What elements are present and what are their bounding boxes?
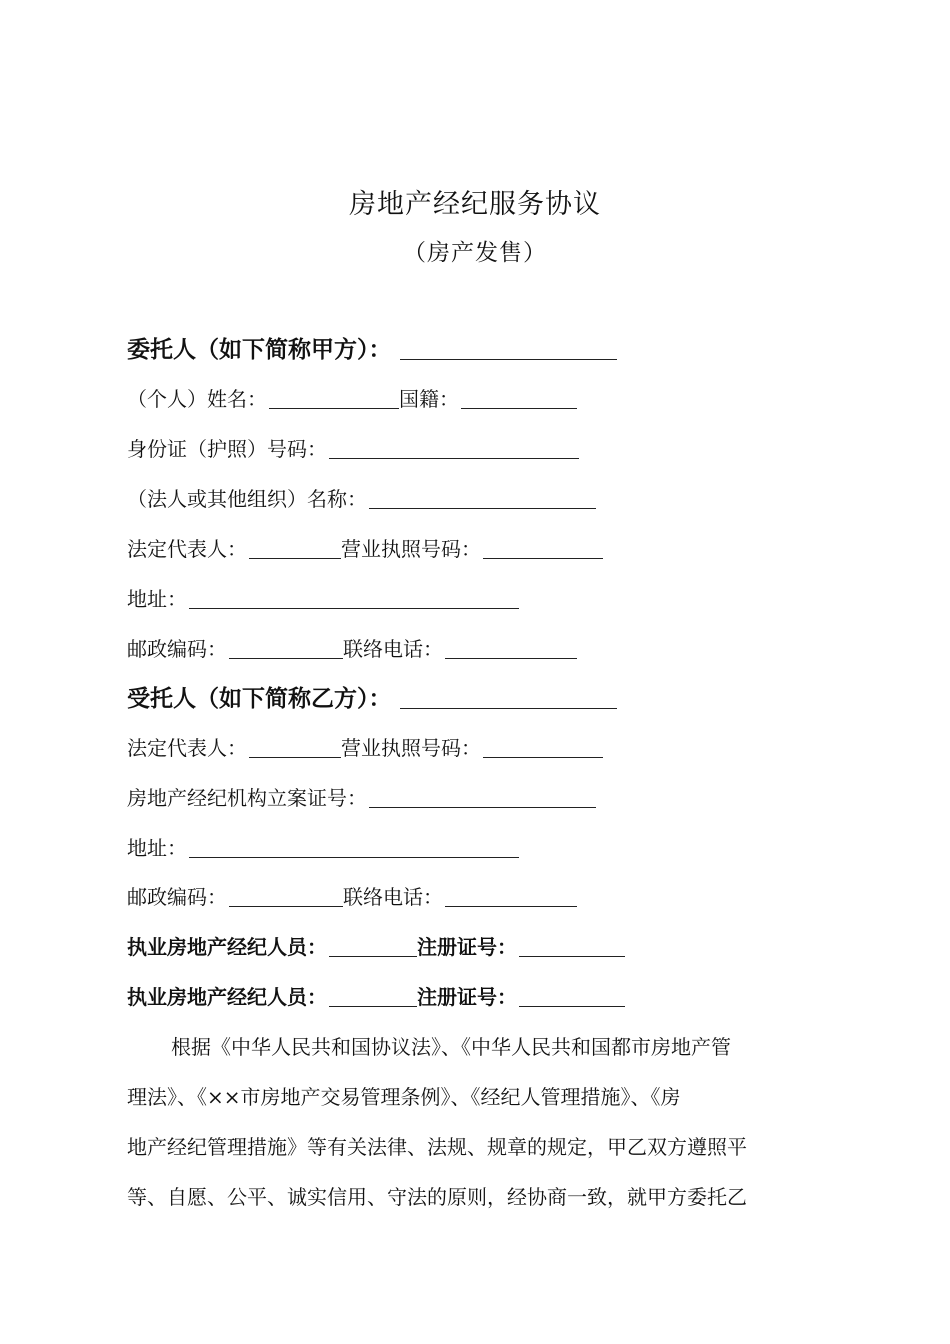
document-subtitle: （房产发售） [403,240,547,266]
name-blank[interactable] [269,407,399,409]
license-label: 营业执照号码： [341,736,481,760]
agent-blank[interactable] [329,1005,417,1007]
agent-label: 执业房地产经纪人员： [127,985,327,1009]
party-a-rep-row [127,533,603,565]
party-a-org-row [127,483,596,515]
org-label: （法人或其他组织）名称： [127,487,367,511]
record-blank[interactable] [369,806,596,808]
preamble-paragraph [127,1022,830,1222]
rep-blank[interactable] [249,756,341,758]
reg-label: 注册证号： [417,985,517,1009]
id-label: 身份证（护照）号码： [127,437,327,461]
nationality-blank[interactable] [461,407,577,409]
party-a-name-row [127,383,577,415]
phone-blank[interactable] [445,905,577,907]
address-label: 地址： [127,836,187,860]
party-a-address-row [127,583,519,615]
postcode-blank[interactable] [229,657,343,659]
id-blank[interactable] [329,457,579,459]
phone-blank[interactable] [445,657,577,659]
reg-blank[interactable] [519,955,625,957]
license-blank[interactable] [483,557,603,559]
agent-blank[interactable] [329,955,417,957]
reg-label: 注册证号： [417,935,517,959]
rep-label: 法定代表人： [127,537,247,561]
reg-blank[interactable] [519,1005,625,1007]
party-a-heading: 委托人（如下简称甲方）： [127,337,392,363]
party-b-address-row [127,832,519,864]
party-a-name-blank[interactable] [400,358,617,360]
address-label: 地址： [127,587,187,611]
postcode-label: 邮政编码： [127,885,227,909]
party-b-rep-row [127,732,603,764]
name-label: （个人）姓名： [127,387,267,411]
rep-label: 法定代表人： [127,736,247,760]
license-label: 营业执照号码： [341,537,481,561]
party-a-contact-row [127,633,577,665]
phone-label: 联络电话： [343,885,443,909]
party-b-contact-row [127,881,577,913]
party-a-id-row [127,433,579,465]
document-title: 房地产经纪服务协议 [349,189,601,220]
nationality-label: 国籍： [399,387,459,411]
license-blank[interactable] [483,756,603,758]
address-blank[interactable] [189,856,519,858]
record-label: 房地产经纪机构立案证号： [127,786,367,810]
preamble-line: 地产经纪管理措施》等有关法律、法规、规章的规定，甲乙双方遵照平 [127,1135,747,1159]
rep-blank[interactable] [249,557,341,559]
party-b-heading-row [127,683,617,715]
party-b-heading: 受托人（如下简称乙方）： [127,686,392,712]
preamble-line: 理法》、《××市房地产交易管理条例》、《经纪人管理措施》、《房 [127,1085,681,1109]
party-b-record-row [127,782,596,814]
preamble-line: 根据《中华人民共和国协议法》、《中华人民共和国都市房地产管 [171,1035,731,1059]
party-b-name-blank[interactable] [400,707,617,709]
agent-row-2 [127,981,625,1013]
preamble-line: 等、自愿、公平、诚实信用、守法的原则，经协商一致，就甲方委托乙 [127,1185,747,1209]
org-blank[interactable] [369,507,596,509]
agent-label: 执业房地产经纪人员： [127,935,327,959]
address-blank[interactable] [189,607,519,609]
postcode-label: 邮政编码： [127,637,227,661]
postcode-blank[interactable] [229,905,343,907]
party-a-heading-row [127,334,617,366]
phone-label: 联络电话： [343,637,443,661]
agent-row-1 [127,931,625,963]
